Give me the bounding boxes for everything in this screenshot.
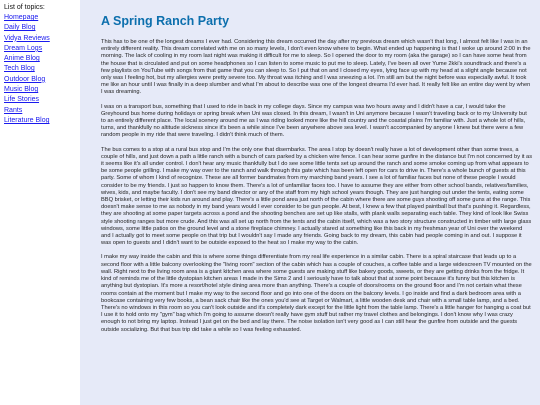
nav-link-daily-blog[interactable]: Daily Blog — [4, 24, 36, 32]
post-paragraph: The bus comes to a stop at a rural bus stop and I'm the only one that disembarks. The area I stop by doesn't really have a lot of development other than some trees, a couple of hills, and just down a path a little ranch with a bunch of cars parked by a chicken wire fence. I can hear some gunfire in the distance but I'm not concerned by it as it seems like it's all under control. I don't hear any music thankfully but I do see some little tents set up around the ranch and some smoke coming up from what appears to be some people grilling. I make my way over to the ranch and walk through this gate which has been left open for cars to drive in. There's a whole bunch of guests at this party. Some of whom I kind of recognize. These are all former bandmates from my marching band years. I see a lot of familiar faces but none of these people I would consider to be my friends. I just so happen to know them. There's a lot of unfamiliar faces too. I have to assume they are either from other school bands, relatives/families, wives, kids, and maybe faculty. I don't see my band director or any of the staff from my high school years though. They are just hanging out under the tents, eating some BBQ brisket, or letting their kids run around and play. There's a little pond area just north of the cabin where there are some guys shooting off some guns at the range. This doesn't make sense to me as nobody in my band years would I ever consider to be gun people. At best, I knew a few that played paintball but that's pushing it. Regardless, they are shooting at some paper targets across a pond and the shooting benches are set up like stalls, with plank walls separating each table. They kind of look like Swiss style shooting ranges but more crude. And this was all set up north from the tents and the cabin itself, which was a two story structure constructed in timber with large glass windows, some little patios on the ground level and a stone fireplace chimney. I actually stared at something like this back in my freshman year of Uni over the weekend and I actually got to meet some people on that trip but I wouldn't say I made any friends. Going back to my dream, this cabin had people coming in and out. I suppose it was open to guests and I didn't want to be outside exposed to the heat so I make my way to the cabin. — [101, 146, 533, 247]
post-paragraph: I make my way inside the cabin and this is where some things differentiate from my real life experience in a similar cabin. There is a spiral staircase that leads up to a second floor with a little balcony overlooking the "living room" section of the cabin which has a couple of couches, a coffee table and a large widescreen TV mounted on the wall. Right next to the living room area is a giant kitchen area where some guests are making stuff like bakery goods, sweets, or they are getting drinks from the fridge. It kind of reminds me of the little dystopian kitchen areas I made in the Sims 2 and I seriously have to talk about that at some point because it's funny but this kitchen is anything but dystopian. It's more a resort/hotel style dining area more than anything. There's a couple of doors/rooms on the ground floor and I'm not certain what these rooms contain at the moment but I make my way to the second floor and go into one of the doors on the balcony levels. I go inside and find a dark bedroom area with a bookcase containing very few books, a bean sack chair like the ones you'd see at Target or Walmart, a little wooden desk and chair with a small table lamp, and a bed. There's no windows in this room so you can't look outside and it's completely dark except for the little light from the table lamp. There's a little hanger for hanging a coat but I use it to hold onto my "gym" bag which I'm going to assume doesn't really have gym stuff but rather my travel clothes and belongings. I don't know why I was crazy enough to not bring my laptop. Instead I just get on the bed and lay there. The noise isolation isn't very good as I can still hear the gunfire from outside and the guests outside socializing. But that bus trip did take a while so I was feeling exhausted. — [101, 254, 532, 333]
nav-link-life-stories[interactable]: Life Stories — [4, 96, 40, 104]
nav-link-rants[interactable]: Rants — [4, 106, 23, 114]
nav-link-tech-blog[interactable]: Tech Blog — [4, 65, 35, 73]
post-paragraph: This has to be one of the longest dreams I ever had. Considering this dream occurred the day after my previous dream which wasn't that long, I almost felt like I was in an entirely different reality. This dream correlated with me on so many levels, I don't even know where to begin. What ended up happening is that I woke up around 2:00 in the morning. The lack of cooling in my room last night was making it difficult for me to sleep. So I opened the door to my room (aka the garage) so I can have some heat from the house that is circulated and put on some headphones so I can listen to some music to put me to sleep. Lately, I've been all over Yume 2kki's soundtrack and there's a few playlists on YouTube with songs from that game that you can sleep to. So I put that on and I closed my eyes, lying face up with my head at a slight angle because not only was I feeling hot, but my allergies were pretty severe too. My throat was itching and I was sneezing a lot. I'm still am but the night before was especially awful. It took me like an hour until I was finally in a deep slumber and what I'm about to describe was one of the longest dreams I'd ever had. It really felt like an entire day went by when I was dreaming. — [101, 39, 531, 96]
sidebar-title: List of topics: — [4, 4, 45, 11]
nav-link-vidya-reviews[interactable]: Vidya Reviews — [4, 34, 50, 42]
nav-link-dream-logs[interactable]: Dream Logs — [4, 44, 43, 52]
nav-link-music-blog[interactable]: Music Blog — [4, 86, 39, 94]
nav-link-homepage[interactable]: Homepage — [4, 14, 39, 21]
sidebar — [0, 0, 80, 405]
nav-link-outdoor-blog[interactable]: Outdoor Blog — [4, 75, 46, 83]
page-title: A Spring Ranch Party — [101, 14, 230, 28]
post-paragraph: I was on a transport bus, something that I used to ride in back in my college days. Since my campus was two hours away and I didn't have a car, I would take the Greyhound bus home during holidays or spring break when Uni was closed. In this dream, I wasn't in Uni anymore because I wasn't traveling back or to my University but to an entirely different place. The local scenery around me as I was riding looked more like the hill country and the coastal plains I'm familiar with. Just a whole lot of hills, turns, and thankfully no altitude sickness since it's been a while since I've been anywhere above sea level. I wasn't accompanied by anyone I knew but there were a few random people in my ride that were traveling. I didn't think much of them. — [101, 103, 527, 139]
nav-link-anime-blog[interactable]: Anime Blog — [4, 55, 40, 63]
nav-link-literature-blog[interactable]: Literature Blog — [4, 116, 50, 124]
blog-post — [80, 0, 540, 405]
topic-list — [4, 14, 80, 125]
